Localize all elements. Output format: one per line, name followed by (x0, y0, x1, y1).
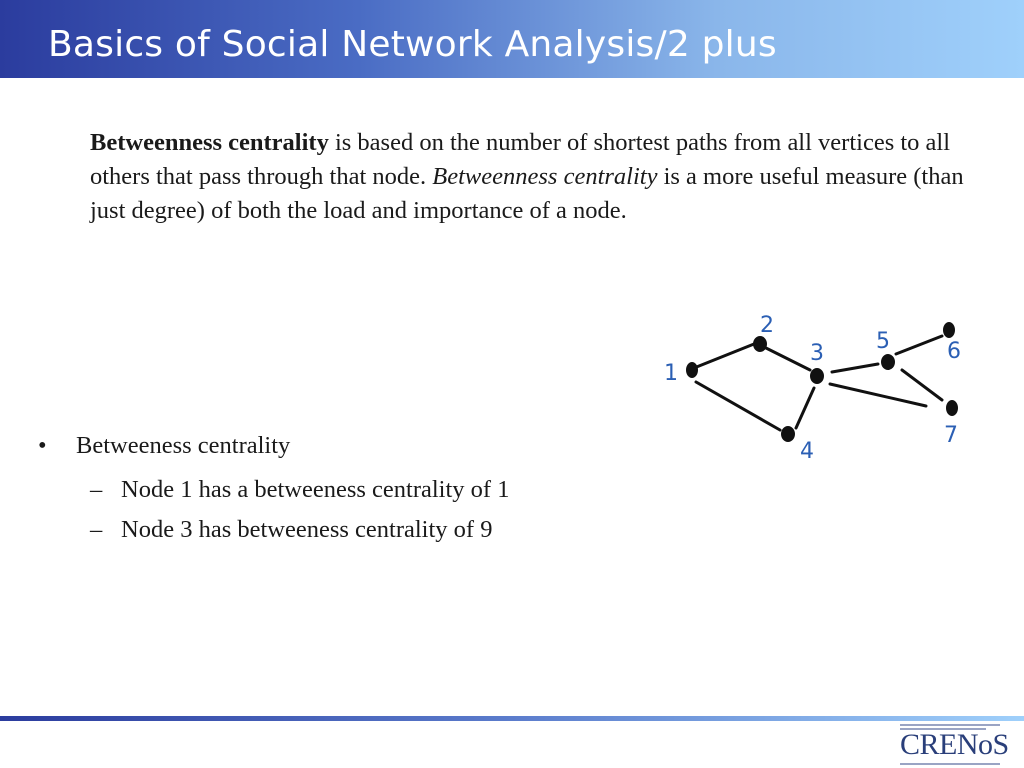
edge-5-6 (896, 336, 942, 354)
logo-text: CRENoS (900, 728, 1009, 761)
node-label-3: 3 (810, 341, 824, 366)
sub-bullet-2: Node 3 has betweeness centrality of 9 (121, 516, 493, 543)
edge-1-4 (696, 382, 780, 430)
edge-3-5 (832, 364, 878, 372)
node-label-5: 5 (876, 329, 890, 354)
node-label-6: 6 (947, 339, 961, 364)
intro-term-bold: Betweenness centrality (90, 129, 329, 156)
node-label-2: 2 (760, 313, 774, 338)
sub-bullet-dash-2: – (90, 516, 103, 543)
intro-paragraph (90, 126, 970, 228)
footer-divider (0, 716, 1024, 721)
intro-term-italic: Betweenness centrality (432, 163, 658, 190)
slide-title: Basics of Social Network Analysis/2 plus (48, 24, 777, 65)
node-label-1: 1 (664, 361, 678, 386)
title-bar (0, 0, 1024, 78)
sub-bullet-1: Node 1 has a betweeness centrality of 1 (121, 476, 510, 503)
intro-text-1: is based on the number of shortest paths from all vertices to all others that pass through that node. (90, 129, 951, 190)
edge-3-4 (796, 388, 814, 428)
node-7 (946, 400, 958, 416)
node-2 (753, 336, 767, 352)
network-graph (650, 300, 990, 470)
node-label-4: 4 (800, 439, 814, 464)
node-3 (810, 368, 824, 384)
node-1 (686, 362, 698, 378)
node-6 (943, 322, 955, 338)
node-4 (781, 426, 795, 442)
edge-5-7 (902, 370, 942, 400)
logo-fine-line-1 (900, 724, 1000, 726)
logo-fine-line-3 (900, 763, 1000, 765)
intro-text-2: is a more useful measure (than just degree) of both the load and importance of a node. (90, 163, 964, 224)
sub-bullet-dash-1: – (90, 476, 103, 503)
crenos-logo (896, 722, 1008, 766)
edge-1-2 (694, 344, 754, 368)
bullet-dot: • (38, 432, 47, 459)
node-label-7: 7 (944, 423, 958, 448)
bullet-main: Betweeness centrality (76, 432, 291, 459)
edge-2-3 (766, 348, 810, 370)
edge-3-7 (830, 384, 926, 406)
node-5 (881, 354, 895, 370)
